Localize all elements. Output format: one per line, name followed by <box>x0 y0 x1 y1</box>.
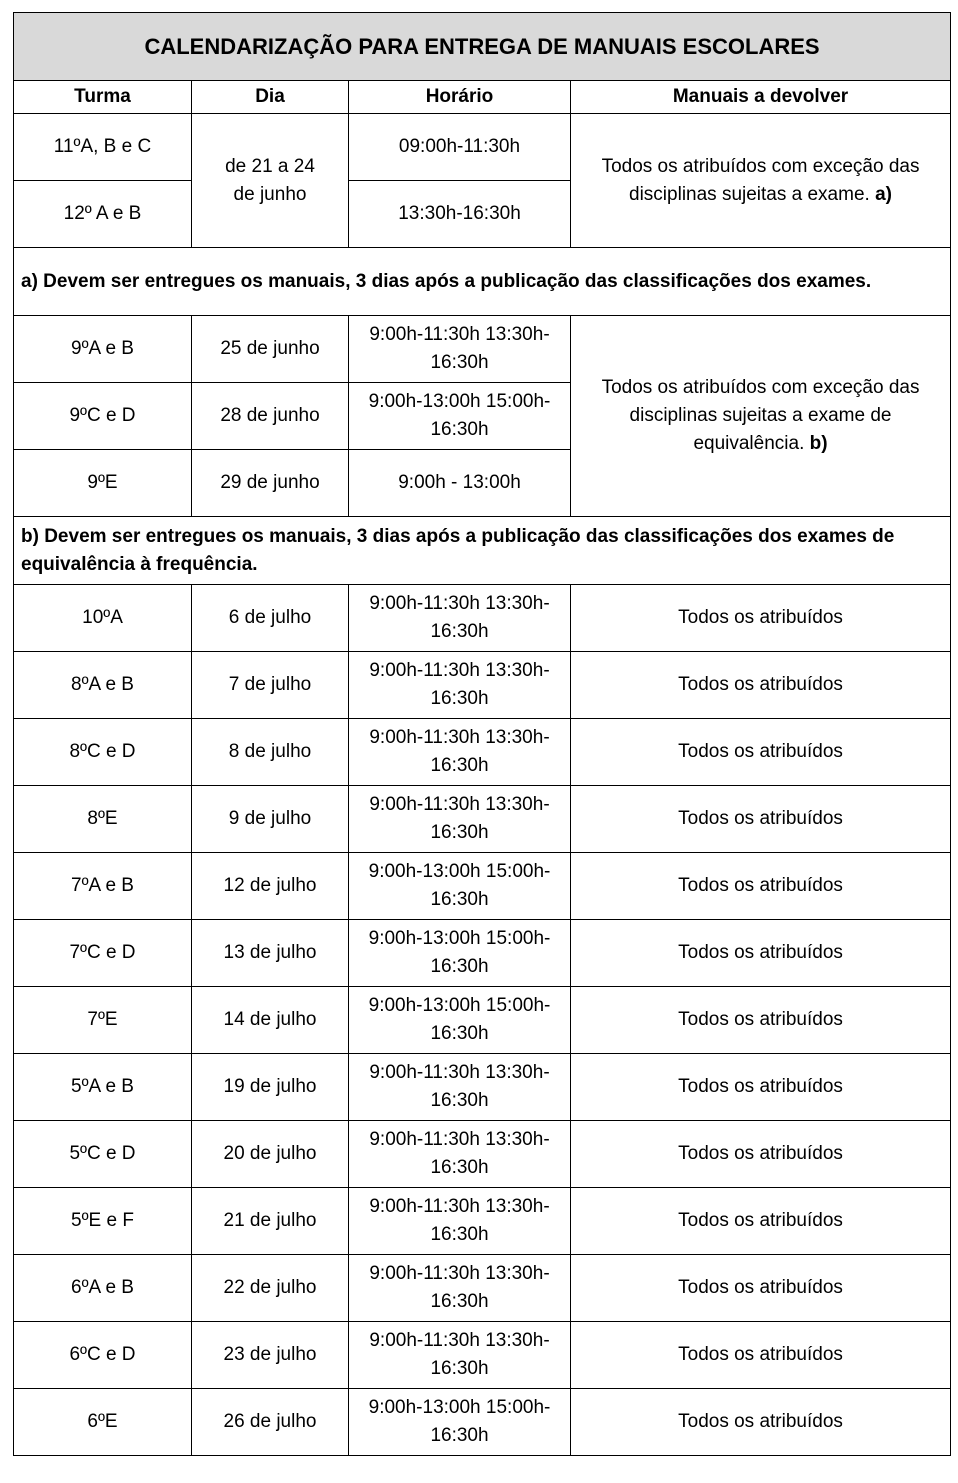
turma-cell: 6ºC e D <box>14 1322 192 1389</box>
table-row <box>14 1054 951 1121</box>
horario-cell: 9:00h-11:30h 13:30h-16:30h <box>349 719 571 786</box>
manuais-cell: Todos os atribuídos <box>571 853 951 920</box>
table-row <box>14 1322 951 1389</box>
turma-cell: 12º A e B <box>14 181 192 248</box>
horario-cell: 9:00h-11:30h 13:30h-16:30h <box>349 1054 571 1121</box>
turma-cell: 8ºE <box>14 786 192 853</box>
schedule-table <box>13 12 951 1456</box>
dia-cell: 25 de junho <box>192 316 349 383</box>
turma-cell: 11ºA, B e C <box>14 114 192 181</box>
table-row <box>14 853 951 920</box>
title-row <box>14 13 951 81</box>
dia-cell: 6 de julho <box>192 585 349 652</box>
turma-cell: 9ºE <box>14 450 192 517</box>
horario-cell: 09:00h-11:30h <box>349 114 571 181</box>
dia-cell: 19 de julho <box>192 1054 349 1121</box>
manuais-cell: Todos os atribuídos <box>571 652 951 719</box>
turma-cell: 6ºE <box>14 1389 192 1456</box>
horario-cell: 9:00h - 13:00h <box>349 450 571 517</box>
manuais-text: Todos os atribuídos com exceção das disciplinas sujeitas a exame de equivalência. <box>601 377 920 454</box>
dia-cell: 8 de julho <box>192 719 349 786</box>
turma-cell: 7ºC e D <box>14 920 192 987</box>
dia-cell: 26 de julho <box>192 1389 349 1456</box>
footnote-ref-a: a) <box>875 183 892 205</box>
table-row <box>14 786 951 853</box>
footnote-ref-b: b) <box>809 433 828 454</box>
dia-cell: 13 de julho <box>192 920 349 987</box>
turma-cell: 8ºC e D <box>14 719 192 786</box>
dia-cell: 9 de julho <box>192 786 349 853</box>
column-header-horario: Horário <box>349 81 571 114</box>
footnote-row-a <box>14 248 951 316</box>
turma-cell: 9ºA e B <box>14 316 192 383</box>
turma-cell: 6ºA e B <box>14 1255 192 1322</box>
table-row <box>14 1121 951 1188</box>
dia-cell: 23 de julho <box>192 1322 349 1389</box>
table-row <box>14 920 951 987</box>
manuais-cell: Todos os atribuídos <box>571 719 951 786</box>
horario-cell: 9:00h-13:00h 15:00h-16:30h <box>349 1389 571 1456</box>
manuais-cell: Todos os atribuídos <box>571 1322 951 1389</box>
manuais-cell: Todos os atribuídos <box>571 1389 951 1456</box>
dia-cell: 28 de junho <box>192 383 349 450</box>
manuais-cell: Todos os atribuídos <box>571 987 951 1054</box>
dia-cell: 22 de julho <box>192 1255 349 1322</box>
footnote-a: a) Devem ser entregues os manuais, 3 dias após a publicação das classificações dos exames. <box>14 248 951 316</box>
horario-cell: 9:00h-11:30h 13:30h-16:30h <box>349 585 571 652</box>
column-header-manuais: Manuais a devolver <box>571 81 951 114</box>
table-row <box>14 1389 951 1456</box>
table-row <box>14 114 951 181</box>
turma-cell: 7ºA e B <box>14 853 192 920</box>
manuais-cell: Todos os atribuídos <box>571 786 951 853</box>
manuais-text: Todos os atribuídos com exceção das disciplinas sujeitas a exame. <box>601 155 920 205</box>
horario-cell: 9:00h-11:30h 13:30h-16:30h <box>349 1322 571 1389</box>
manuais-cell: Todos os atribuídos <box>571 920 951 987</box>
dia-cell: 12 de julho <box>192 853 349 920</box>
turma-cell: 5ºA e B <box>14 1054 192 1121</box>
table-row <box>14 585 951 652</box>
horario-cell: 9:00h-13:00h 15:00h-16:30h <box>349 920 571 987</box>
table-row <box>14 719 951 786</box>
turma-cell: 10ºA <box>14 585 192 652</box>
table-row <box>14 316 951 383</box>
column-header-dia: Dia <box>192 81 349 114</box>
horario-cell: 9:00h-11:30h 13:30h-16:30h <box>349 1188 571 1255</box>
manuais-cell: Todos os atribuídos <box>571 585 951 652</box>
horario-cell: 13:30h-16:30h <box>349 181 571 248</box>
table-row <box>14 652 951 719</box>
column-header-turma: Turma <box>14 81 192 114</box>
footnote-b: b) Devem ser entregues os manuais, 3 dias após a publicação das classificações dos exames de equivalência à frequência. <box>14 517 951 585</box>
header-row <box>14 81 951 114</box>
turma-cell: 8ºA e B <box>14 652 192 719</box>
horario-cell: 9:00h-11:30h 13:30h-16:30h <box>349 1255 571 1322</box>
horario-cell: 9:00h-11:30h 13:30h-16:30h <box>349 786 571 853</box>
turma-cell: 9ºC e D <box>14 383 192 450</box>
table-row <box>14 987 951 1054</box>
horario-cell: 9:00h-11:30h 13:30h-16:30h <box>349 316 571 383</box>
dia-cell: 7 de julho <box>192 652 349 719</box>
dia-cell: de 21 a 24 de junho <box>192 114 349 248</box>
manuais-cell: Todos os atribuídos <box>571 1188 951 1255</box>
manuais-cell: Todos os atribuídos <box>571 1121 951 1188</box>
manuais-cell: Todos os atribuídos <box>571 1054 951 1121</box>
dia-cell: 29 de junho <box>192 450 349 517</box>
dia-cell: 20 de julho <box>192 1121 349 1188</box>
horario-cell: 9:00h-13:00h 15:00h-16:30h <box>349 987 571 1054</box>
table-row <box>14 1188 951 1255</box>
horario-cell: 9:00h-13:00h 15:00h-16:30h <box>349 853 571 920</box>
page-title: CALENDARIZAÇÃO PARA ENTREGA DE MANUAIS ESCOLARES <box>14 13 951 81</box>
horario-cell: 9:00h-11:30h 13:30h-16:30h <box>349 652 571 719</box>
manuais-cell <box>571 114 951 248</box>
manuais-cell: Todos os atribuídos <box>571 1255 951 1322</box>
dia-cell: 14 de julho <box>192 987 349 1054</box>
footnote-row-b <box>14 517 951 585</box>
manuais-cell <box>571 316 951 517</box>
turma-cell: 7ºE <box>14 987 192 1054</box>
horario-cell: 9:00h-11:30h 13:30h-16:30h <box>349 1121 571 1188</box>
table-row <box>14 1255 951 1322</box>
horario-cell: 9:00h-13:00h 15:00h-16:30h <box>349 383 571 450</box>
dia-cell: 21 de julho <box>192 1188 349 1255</box>
turma-cell: 5ºE e F <box>14 1188 192 1255</box>
turma-cell: 5ºC e D <box>14 1121 192 1188</box>
